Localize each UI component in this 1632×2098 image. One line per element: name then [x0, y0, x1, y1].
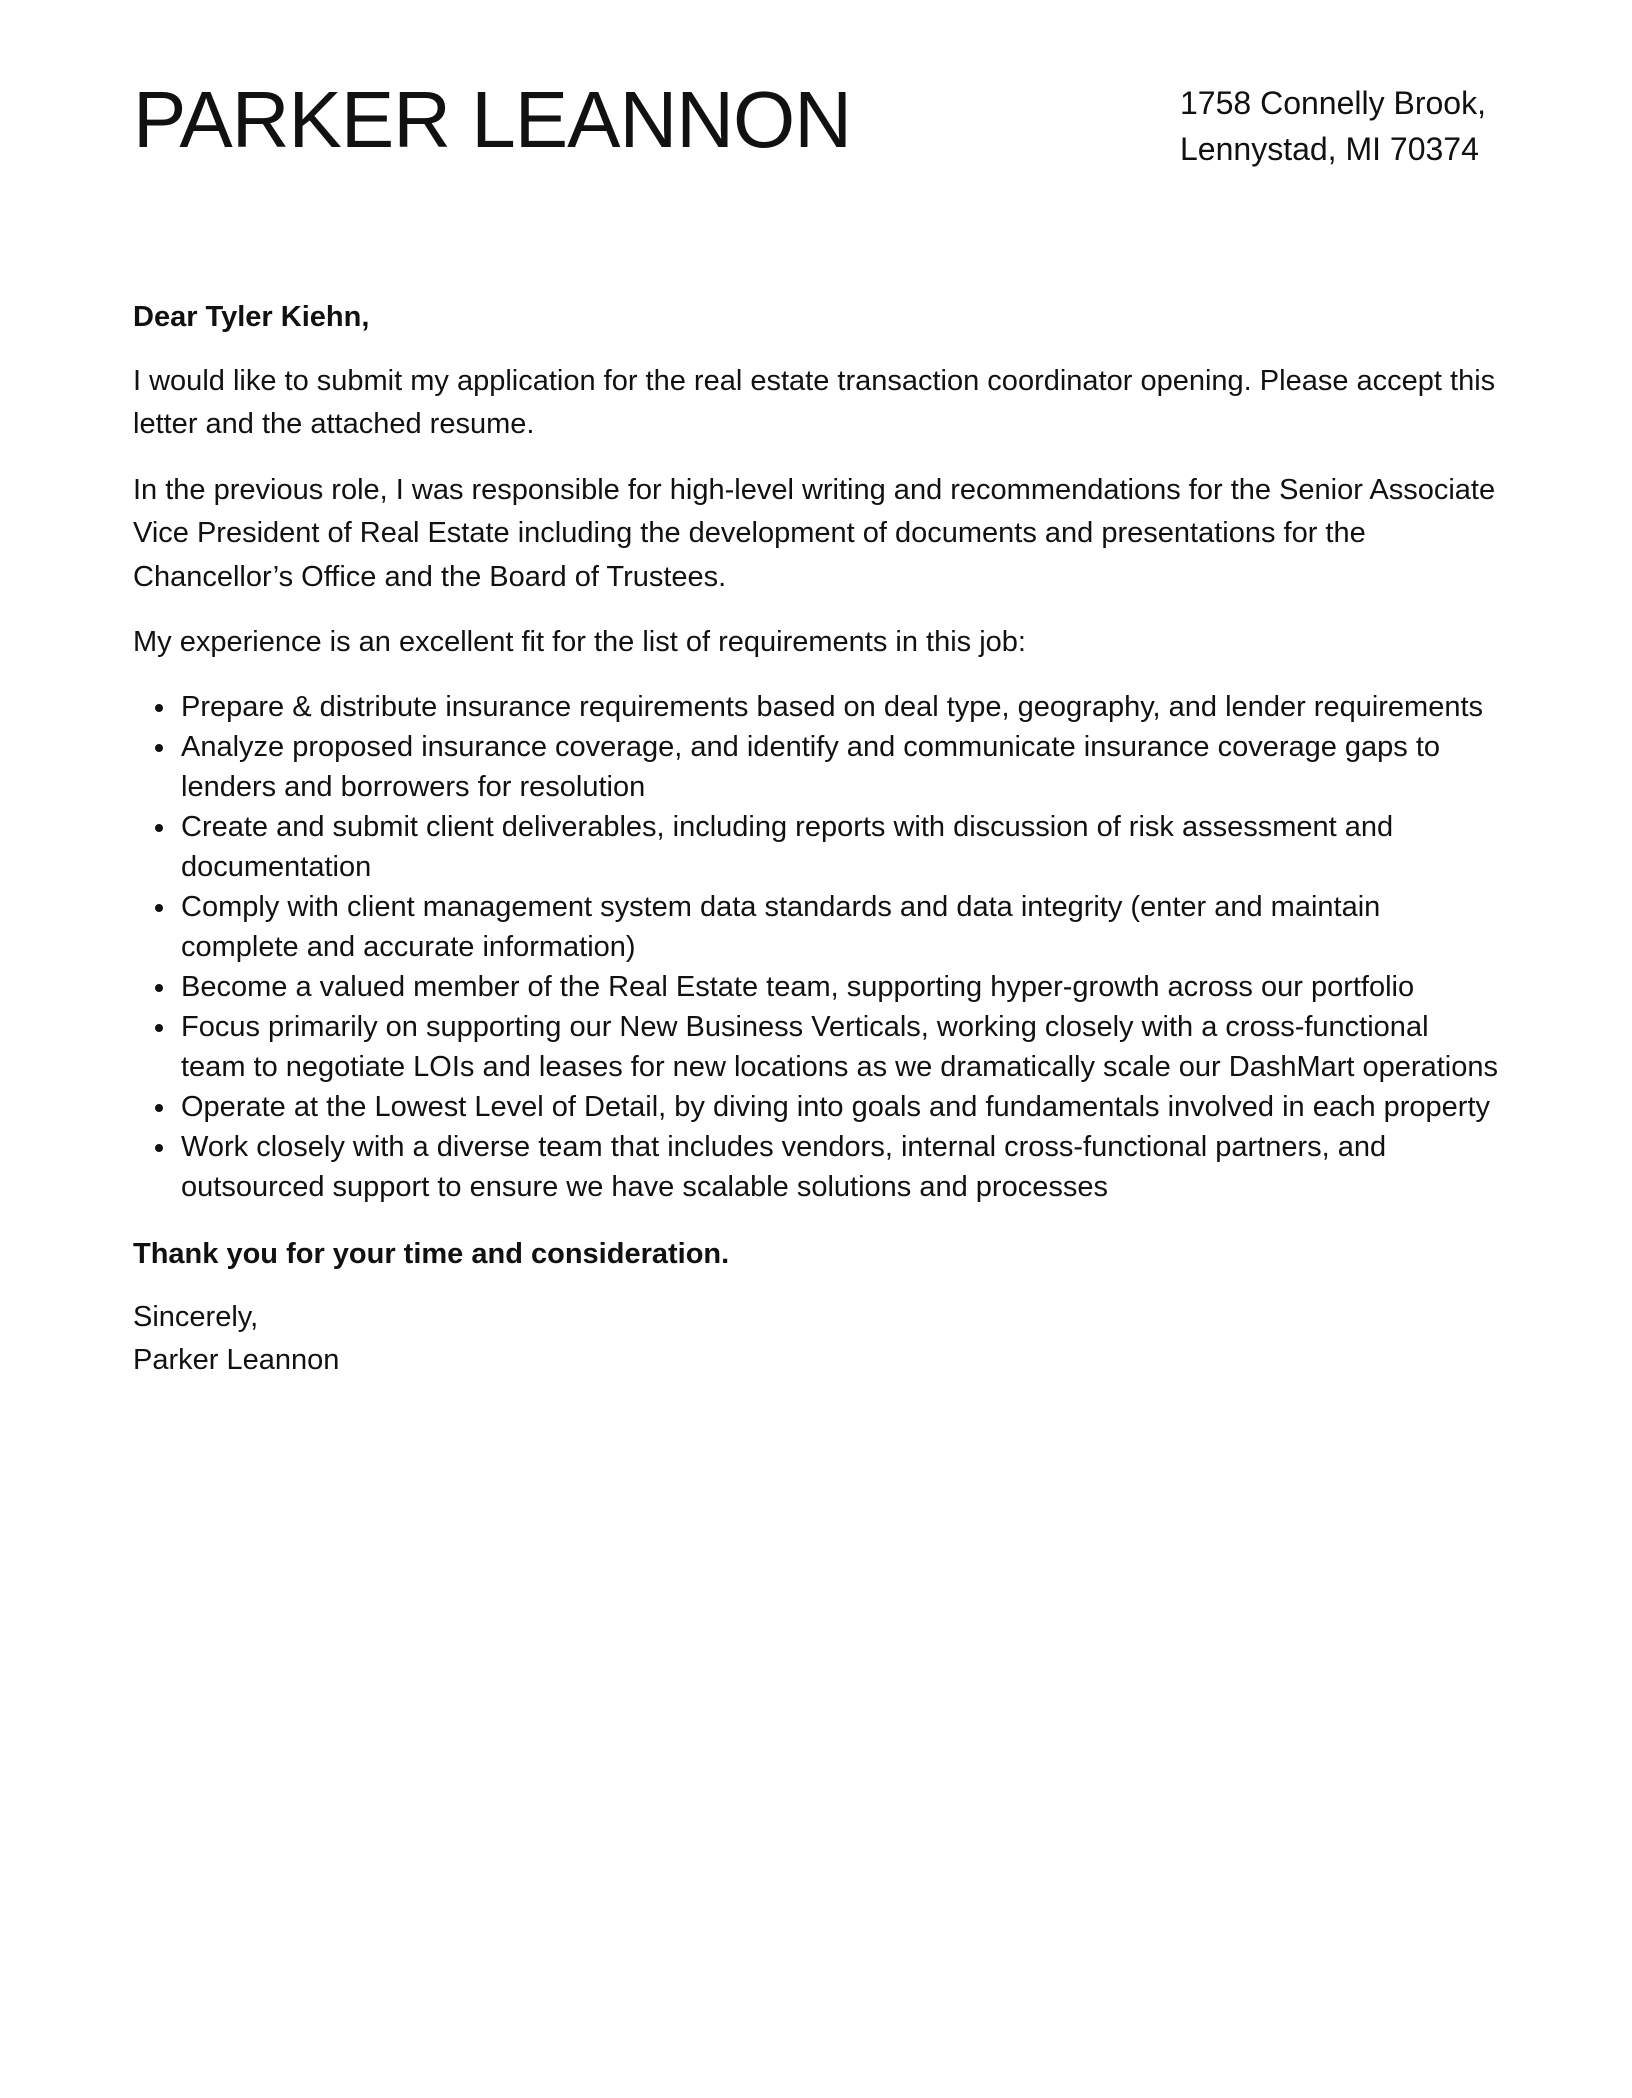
intro-paragraph: I would like to submit my application for the real estate transaction coordinator opening. Please accept this letter and the attached resume. — [133, 364, 1496, 440]
greeting: Dear Tyler Kiehn, — [133, 301, 370, 333]
requirements-list — [133, 687, 1500, 1207]
list-item: Operate at the Lowest Level of Detail, by diving into goals and fundamentals involved in each property — [133, 1087, 1500, 1127]
experience-paragraph: In the previous role, I was responsible for high-level writing and recommendations for the Senior Associate Vice President of Real Estate including the development of documents and presentations for the Chancellor’s Office and the Board of Trustees. — [133, 473, 1496, 593]
letter-body — [133, 296, 1500, 1382]
applicant-address — [1180, 80, 1500, 172]
applicant-name: PARKER LEANNON — [133, 75, 852, 164]
signoff: Sincerely, — [133, 1301, 259, 1333]
signoff-block — [133, 1296, 1500, 1382]
address-line-1: 1758 Connelly Brook, — [1180, 85, 1486, 121]
list-item: Comply with client management system data standards and data integrity (enter and maintain complete and accurate information) — [133, 887, 1500, 967]
closing-line: Thank you for your time and consideration. — [133, 1237, 730, 1270]
list-item: Create and submit client deliverables, including reports with discussion of risk assessment and documentation — [133, 807, 1500, 887]
letter-header — [133, 72, 1500, 182]
list-item: Analyze proposed insurance coverage, and identify and communicate insurance coverage gaps to lenders and borrowers for resolution — [133, 727, 1500, 807]
list-item: Become a valued member of the Real Estate team, supporting hyper-growth across our portfolio — [133, 967, 1500, 1007]
requirements-intro: My experience is an excellent fit for the list of requirements in this job: — [133, 626, 1026, 658]
list-item: Focus primarily on supporting our New Business Verticals, working closely with a cross-functional team to negotiate LOIs and leases for new locations as we dramatically scale our DashMart operations — [133, 1007, 1500, 1087]
signature-name: Parker Leannon — [133, 1344, 340, 1376]
list-item: Prepare & distribute insurance requirements based on deal type, geography, and lender requirements — [133, 687, 1500, 727]
list-item: Work closely with a diverse team that includes vendors, internal cross-functional partners, and outsourced support to ensure we have scalable solutions and processes — [133, 1127, 1500, 1207]
address-line-2: Lennystad, MI 70374 — [1180, 131, 1479, 167]
